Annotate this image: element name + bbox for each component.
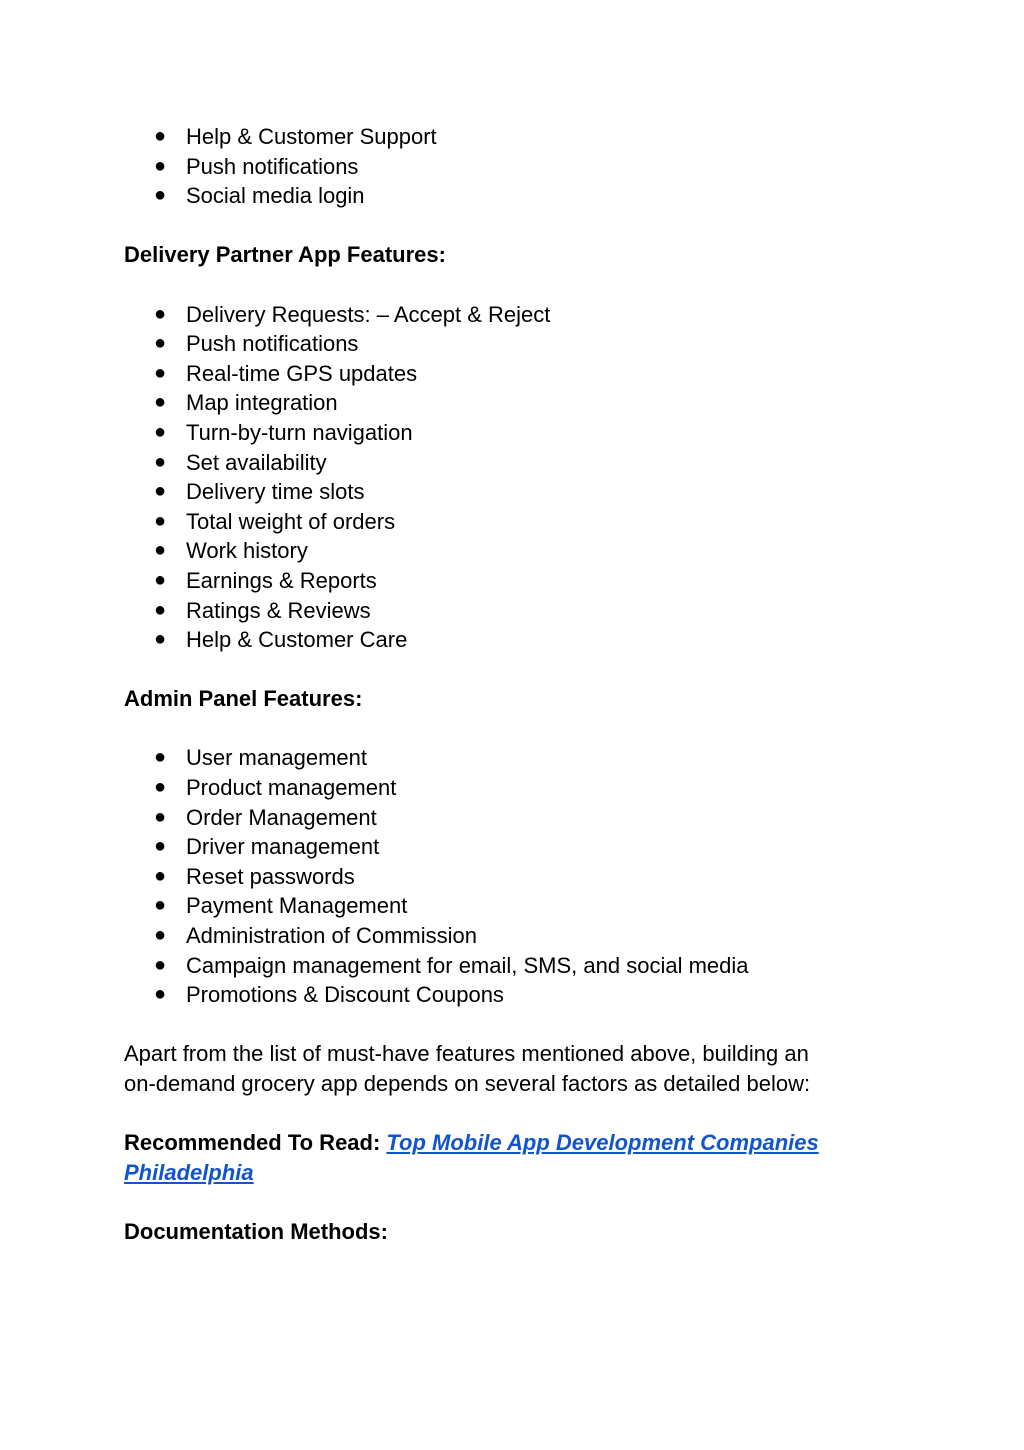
list-item: ● Push notifications <box>124 329 884 359</box>
list-item: ● Product management <box>124 773 884 803</box>
bullet-icon: ● <box>154 776 167 799</box>
list-item: ● Delivery time slots <box>124 477 884 507</box>
list-item: ● Payment Management <box>124 891 884 921</box>
bullet-icon: ● <box>154 391 167 414</box>
bullet-icon: ● <box>154 509 167 532</box>
bullet-icon: ● <box>154 450 167 473</box>
bullet-icon: ● <box>154 332 167 355</box>
list-item: ● Real-time GPS updates <box>124 359 884 389</box>
list-item: ● Order Management <box>124 803 884 833</box>
bullet-icon: ● <box>154 420 167 443</box>
bullet-icon: ● <box>154 568 167 591</box>
bullet-icon: ● <box>154 125 167 147</box>
delivery-feature-list <box>124 300 884 655</box>
closing-paragraph <box>124 1039 884 1098</box>
list-item: ● Social media login <box>124 181 884 211</box>
recommended-link[interactable]: Top Mobile App Development Companies Philadelphia <box>124 1130 819 1185</box>
list-item: ● Help & Customer Support <box>124 122 884 152</box>
list-item: ● Driver management <box>124 832 884 862</box>
list-item: ● Set availability <box>124 448 884 478</box>
list-item: ● Reset passwords <box>124 862 884 892</box>
bullet-icon: ● <box>154 539 167 562</box>
list-item: ● Map integration <box>124 388 884 418</box>
documentation-heading: Documentation Methods: <box>124 1218 388 1244</box>
bullet-icon: ● <box>154 628 167 651</box>
bullet-icon: ● <box>154 480 167 503</box>
recommended-read <box>124 1128 884 1187</box>
bullet-icon: ● <box>154 835 167 858</box>
list-item: ● User management <box>124 743 884 773</box>
bullet-icon: ● <box>154 184 167 207</box>
bullet-icon: ● <box>154 746 167 769</box>
admin-section-heading: Admin Panel Features: <box>124 686 363 712</box>
bullet-icon: ● <box>154 805 167 828</box>
closing-paragraph-line: on-demand grocery app depends on several factors as detailed below: <box>124 1071 811 1096</box>
list-item: ● Campaign management for email, SMS, and social media <box>124 951 884 981</box>
list-item: ● Delivery Requests: – Accept & Reject <box>124 300 884 330</box>
intro-feature-list <box>124 122 884 211</box>
recommended-label: Recommended To Read: <box>124 1130 387 1156</box>
bullet-icon: ● <box>154 361 167 384</box>
bullet-icon: ● <box>154 598 167 621</box>
document-page <box>124 122 884 1247</box>
list-item: ● Total weight of orders <box>124 507 884 537</box>
bullet-icon: ● <box>154 924 167 947</box>
bullet-icon: ● <box>154 864 167 887</box>
bullet-icon: ● <box>154 154 167 177</box>
delivery-section-heading: Delivery Partner App Features: <box>124 242 446 268</box>
bullet-icon: ● <box>154 953 167 976</box>
closing-paragraph-line: Apart from the list of must-have features mentioned above, building an <box>124 1041 809 1067</box>
list-item: ● Administration of Commission <box>124 921 884 951</box>
bullet-icon: ● <box>154 302 167 325</box>
list-item: ● Push notifications <box>124 152 884 182</box>
admin-feature-list <box>124 743 884 1009</box>
list-item: ● Earnings & Reports <box>124 566 884 596</box>
list-item: ● Ratings & Reviews <box>124 596 884 626</box>
list-item: ● Work history <box>124 536 884 566</box>
bullet-icon: ● <box>154 983 167 1006</box>
list-item: ● Turn-by-turn navigation <box>124 418 884 448</box>
bullet-icon: ● <box>154 894 167 917</box>
list-item: ● Help & Customer Care <box>124 625 884 655</box>
list-item: ● Promotions & Discount Coupons <box>124 980 884 1010</box>
